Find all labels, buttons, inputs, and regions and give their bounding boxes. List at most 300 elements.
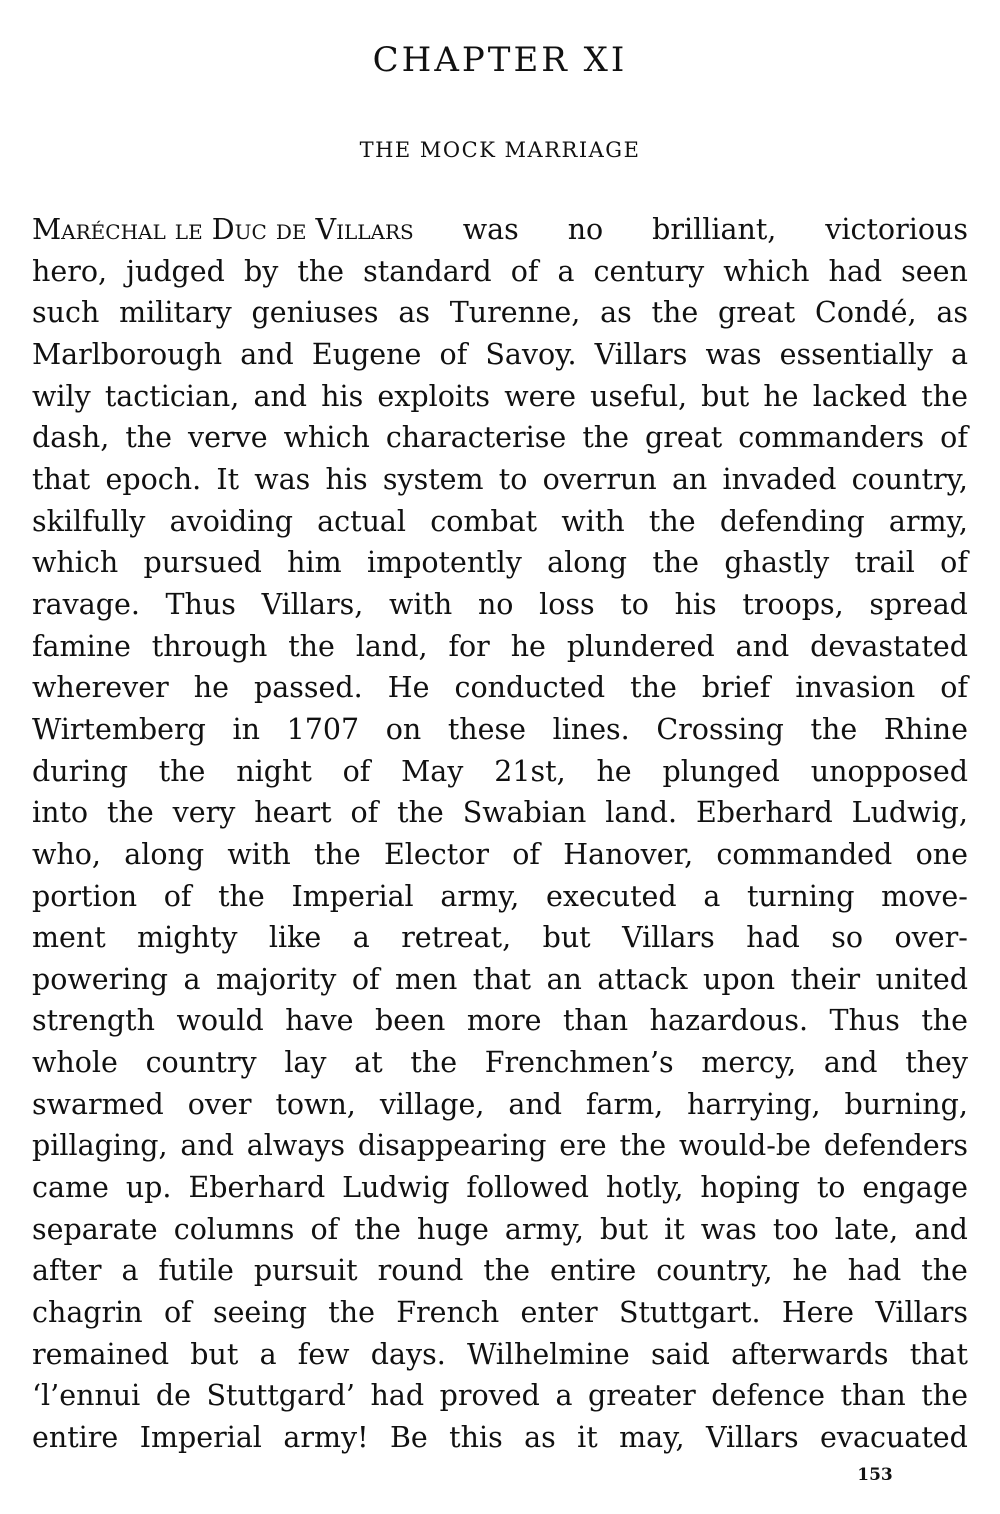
word: 21st, [494,754,566,788]
word: the [328,1296,375,1330]
word: 1707 [286,712,360,746]
text-line [32,1042,968,1084]
word: entire [32,1421,119,1455]
word: devastated [810,629,968,663]
word: dash, [32,421,110,455]
word: and [823,1046,878,1080]
word: with [388,587,453,621]
word: commanders [738,421,925,455]
word: useful, [590,379,688,413]
word: united [875,962,968,996]
word: the [652,546,700,580]
word: skilfully [32,504,146,538]
text-line [32,792,968,834]
word: burning, [844,1087,968,1121]
word: Be [389,1421,428,1455]
text-line [32,251,968,293]
word: standard [363,254,492,288]
word: tactician, [104,379,240,413]
word: judged [126,254,225,288]
word: in [232,712,260,746]
word: but [542,921,591,955]
word: brilliant, [652,213,777,246]
word: his [325,462,368,496]
word: system [382,462,484,496]
word: invasion [795,671,916,705]
word: it [664,1212,685,1246]
word: columns [173,1212,295,1246]
word: at [354,1046,383,1080]
word: the [810,712,858,746]
word: the [619,1129,667,1163]
word: Imperial [139,1421,262,1455]
word: pursued [143,546,262,580]
word: great [645,421,723,455]
text-line [32,626,968,668]
word: entire [549,1254,637,1288]
word: by [243,254,279,288]
word: pillaging, [32,1129,168,1163]
word: plunged [662,754,780,788]
word: Villars, [261,587,364,621]
word: said [650,1337,710,1371]
word: of [163,879,192,913]
word: he [510,629,546,663]
text-line [32,1209,968,1251]
word: de [155,1379,191,1413]
word: after [32,1254,102,1288]
word: Frenchmen’s [484,1046,674,1080]
text-line [32,1125,968,1167]
text-line [32,1334,968,1376]
word: than [562,1004,629,1038]
word: came [32,1171,109,1205]
word: powering [32,962,169,996]
word: so [831,921,864,955]
word: it [577,1421,598,1455]
word: men [395,962,458,996]
word: the [297,254,345,288]
word: which [283,421,370,455]
word: Rhine [883,712,968,746]
word: heart [254,796,332,830]
lead-in-name: Maréchal le Duc de Villars [32,213,414,246]
word: Ludwig [342,1171,450,1205]
word: had [370,1379,425,1413]
word: great [718,296,796,330]
word: combat [430,504,538,538]
word: ere [559,1129,607,1163]
word: along [124,837,205,871]
word: harrying, [687,1087,821,1121]
word: he [763,379,799,413]
word: the [410,1046,458,1080]
word: the [354,1212,401,1246]
word: days. [370,1337,446,1371]
text-line [32,417,968,459]
word: like [268,921,322,955]
word: majority [216,962,337,996]
word: the [314,837,361,871]
word: he [596,754,632,788]
word: huge [417,1212,489,1246]
word: strength [32,1004,155,1038]
word: one [915,837,968,871]
word: Stuttgart. [618,1296,761,1330]
text-line [32,709,968,751]
word: proved [439,1379,540,1413]
word: had [847,1254,902,1288]
word: defending [719,504,865,538]
word: French [396,1296,500,1330]
word: country [145,1046,257,1080]
word: would-be [678,1129,811,1163]
word: these [447,712,526,746]
word: engage [862,1171,968,1205]
word: swarmed [32,1087,164,1121]
word: trail [854,546,915,580]
word: portion [32,879,138,913]
word: the [582,421,629,455]
word: the [651,296,699,330]
word: seeing [212,1296,308,1330]
word: their [790,962,861,996]
word: Villars [594,337,688,371]
word: the [483,1254,530,1288]
text-line [32,834,968,876]
word: very [172,796,236,830]
word: turning [746,879,855,913]
word: of [310,1212,339,1246]
word: no [477,587,514,621]
word: he [792,1254,828,1288]
word: impotently [366,546,522,580]
word: lines. [552,712,630,746]
word: the [158,754,206,788]
word: lacked [812,379,908,413]
word: of [940,546,968,580]
word: pursuit [253,1254,358,1288]
word: the [125,421,172,455]
text-line [32,1292,968,1334]
word: epoch. [105,462,202,496]
word: military [119,296,232,330]
word: night [236,754,312,788]
word: a [950,337,968,371]
text-line [32,459,968,501]
word: Hanover, [563,837,694,871]
word: that [32,462,91,496]
word: May [401,754,464,788]
word: a [555,1379,573,1413]
word: hotly, [605,1171,684,1205]
word: Thus [165,587,236,621]
word: whole [32,1046,118,1080]
word: mighty [137,921,238,955]
word: of [350,796,379,830]
text-line [32,1084,968,1126]
word: him [287,546,342,580]
word: conducted [454,671,606,705]
word: been [375,1004,446,1038]
word: defenders [823,1129,968,1163]
word: may, [619,1421,685,1455]
word: move- [881,879,968,913]
word: over- [894,921,968,955]
word: unopposed [810,754,968,788]
word: chagrin [32,1296,143,1330]
word: was [700,1212,757,1246]
word: country, [851,462,968,496]
word: of [510,254,539,288]
word: during [32,754,128,788]
word: Marlborough [32,337,223,371]
text-line [32,542,968,584]
word: was [254,462,311,496]
word: a [121,1254,139,1288]
word: characterise [385,421,567,455]
word: Wilhelmine [467,1337,630,1371]
word: Crossing [656,712,784,746]
word: Villars [705,1421,799,1455]
word: brief [701,671,771,705]
word: overrun [542,462,657,496]
word: Stuttgard’ [206,1379,355,1413]
word: the [648,504,696,538]
word: Thus [829,1004,900,1038]
word: a [352,921,370,955]
word: hoping [700,1171,800,1205]
word: with [561,504,625,538]
word: that [472,962,532,996]
word: disappearing [357,1129,547,1163]
chapter-title: CHAPTER XI [372,40,628,80]
word: a [183,962,201,996]
word: afterwards [731,1337,889,1371]
word: Savoy. [485,337,577,371]
word: but [600,1212,649,1246]
word: on [385,712,422,746]
word: such [32,296,100,330]
word: enter [520,1296,598,1330]
word: plundered [566,629,715,663]
word: seen [901,254,968,288]
word: the [921,379,968,413]
word: his [321,379,364,413]
word: more [466,1004,542,1038]
word: would [176,1004,264,1038]
word: the [107,796,154,830]
chapter-subtitle: THE MOCK MARRIAGE [359,138,641,162]
word: and [914,1212,968,1246]
word: troops, [742,587,844,621]
word: commanded [716,837,893,871]
word: of [351,962,380,996]
word: futile [158,1254,234,1288]
word: exploits [377,379,491,413]
word: he [193,671,229,705]
word: Villars [875,1296,968,1330]
text-line [32,1375,968,1417]
word: ghastly [724,546,830,580]
word: Wirtemberg [32,712,206,746]
word: retreat, [401,921,512,955]
word: He [387,671,430,705]
word: avoiding [169,504,293,538]
word: separate [32,1212,158,1246]
word: geniuses [251,296,379,330]
text-line [32,376,968,418]
text-line [32,1417,968,1459]
word: invaded [722,462,837,496]
text-line [32,876,968,918]
word: land, [355,629,428,663]
word: Eberhard [695,796,833,830]
word: but [701,379,750,413]
word: an [671,462,708,496]
word: a [703,879,721,913]
word: the [288,629,335,663]
word: as [936,296,968,330]
word: Villars [622,921,715,955]
word: to [620,587,649,621]
word: town, [275,1087,356,1121]
word: victorious [825,213,968,246]
word: were [504,379,576,413]
word: to [816,1171,846,1205]
word: had [828,254,883,288]
word: Eugene [311,337,422,371]
word: as [398,296,430,330]
word: attack [597,962,688,996]
word: spread [869,587,968,621]
word: which [723,254,810,288]
word: Imperial [291,879,414,913]
word: upon [703,962,776,996]
word: was [462,213,519,246]
word: evacuated [820,1421,968,1455]
word: which [32,546,119,580]
word: the [630,671,677,705]
text-line [32,209,968,251]
word: and [735,629,790,663]
word: the [921,1004,968,1038]
word: into [32,796,89,830]
word: the [218,879,265,913]
text-line [32,1167,968,1209]
word: wily [32,379,91,413]
word: ravage. [32,587,140,621]
word: farm, [585,1087,664,1121]
word: Eberhard [188,1171,326,1205]
text-line [32,292,968,334]
word: through [151,629,268,663]
word: of [940,671,968,705]
word: the [921,1254,968,1288]
word: a [259,1337,277,1371]
word: hazardous. [649,1004,809,1038]
word: to [498,462,528,496]
text-line [32,751,968,793]
word: a [557,254,575,288]
word: loss [539,587,595,621]
text-line [32,1250,968,1292]
text-line [32,959,968,1001]
word: round [377,1254,464,1288]
word: army, [504,1212,584,1246]
text-line [32,917,968,959]
word: verve [188,421,268,455]
word: his [674,587,717,621]
word: It [216,462,240,496]
word: always [246,1129,346,1163]
word: army, [440,879,520,913]
word: ment [32,921,106,955]
word: greater [588,1379,696,1413]
word: too [772,1212,819,1246]
word: with [227,837,291,871]
word: late, [834,1212,899,1246]
word: famine [32,629,131,663]
word: had [746,921,800,955]
word: of [512,837,540,871]
word: of [940,421,968,455]
word: Condé, [815,296,917,330]
text-line [32,584,968,626]
word: over [187,1087,252,1121]
word: for [448,629,490,663]
word: actual [317,504,407,538]
word: mercy, [701,1046,797,1080]
word: remained [32,1337,170,1371]
text-line [32,667,968,709]
word: defence [711,1379,825,1413]
word: Elector [383,837,489,871]
text-line [32,1000,968,1042]
word: village, [379,1087,485,1121]
word: passed. [254,671,363,705]
word: land. [605,796,678,830]
word: essentially [779,337,933,371]
word: as [524,1421,556,1455]
word: this [449,1421,503,1455]
word: few [297,1337,350,1371]
word: Here [781,1296,855,1330]
word: Ludwig, [851,796,968,830]
page-number: 153 [857,1465,893,1485]
word: up. [125,1171,172,1205]
word: hero, [32,254,108,288]
word: and [253,379,308,413]
word: and [508,1087,562,1121]
word: they [905,1046,968,1080]
word: and [240,337,294,371]
word: no [567,213,604,246]
word: of [342,754,371,788]
word: the [397,796,444,830]
word: ‘l’ennui [32,1379,141,1413]
word: of [163,1296,192,1330]
word: Turenne, [449,296,581,330]
word: army! [283,1421,369,1455]
word: and [180,1129,234,1163]
text-line [32,501,968,543]
word: but [190,1337,239,1371]
word: country, [656,1254,773,1288]
word: wherever [32,671,169,705]
word: that [909,1337,968,1371]
word: followed [466,1171,589,1205]
